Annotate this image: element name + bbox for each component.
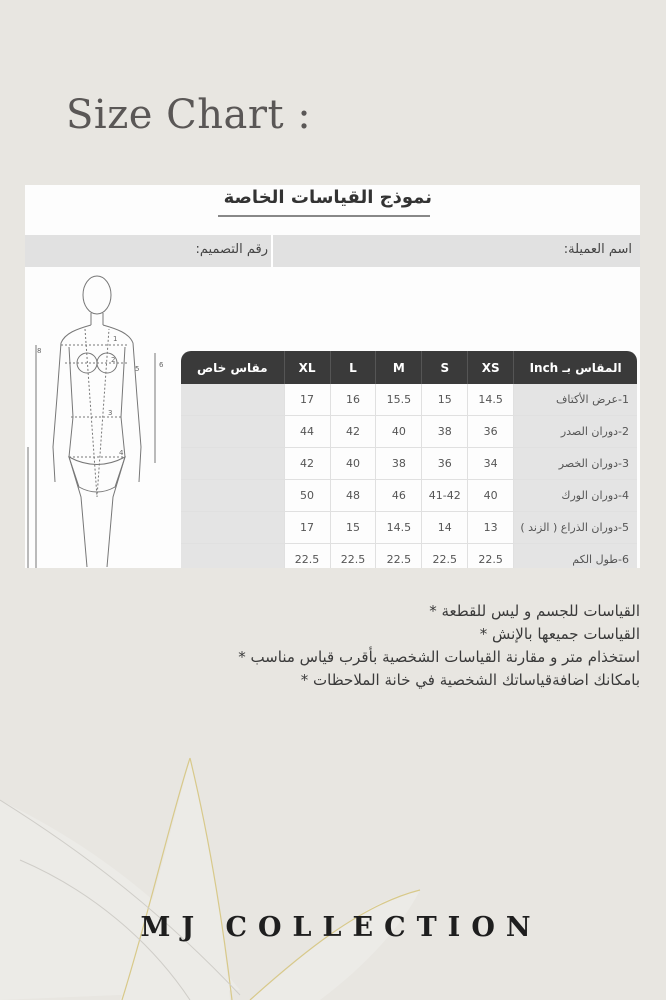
size-cell: 50 [284, 480, 330, 512]
size-cell: 40 [330, 448, 376, 480]
size-cell: 40 [375, 416, 421, 448]
table-row [181, 512, 637, 544]
size-cell: 16 [330, 384, 376, 416]
custom-size-cell [181, 480, 284, 512]
custom-size-cell [181, 448, 284, 480]
size-header-s: S [421, 351, 467, 384]
note-line: القياسات جميعها بالإنش * [479, 625, 640, 643]
row-label: 3-دوران الخصر [513, 448, 637, 480]
table-row [181, 384, 637, 416]
measurement-form-image [25, 185, 640, 568]
size-header-l: L [330, 351, 376, 384]
size-cell: 17 [284, 512, 330, 544]
size-cell: 36 [467, 416, 513, 448]
size-cell: 48 [330, 480, 376, 512]
size-cell: 15 [330, 512, 376, 544]
size-cell: 14 [421, 512, 467, 544]
figure-marker-8: 8 [37, 347, 42, 355]
row-label: 2-دوران الصدر [513, 416, 637, 448]
table-row [181, 448, 637, 480]
size-cell: 40 [467, 480, 513, 512]
note-line: القياسات للجسم و ليس للقطعة * [429, 602, 640, 620]
size-header-xl: XL [284, 351, 330, 384]
custom-size-cell [181, 544, 284, 568]
size-cell: 34 [467, 448, 513, 480]
form-title: نموذج القياسات الخاصة [223, 187, 432, 208]
size-cell: 14.5 [467, 384, 513, 416]
custom-size-cell [181, 416, 284, 448]
custom-size-cell [181, 384, 284, 416]
size-cell: 42 [330, 416, 376, 448]
size-cell: 14.5 [375, 512, 421, 544]
figure-neck [91, 313, 103, 325]
figure-marker-1: 1 [113, 335, 118, 343]
size-cell: 17 [284, 384, 330, 416]
body-figure-illustration [25, 267, 185, 568]
size-cell: 38 [375, 448, 421, 480]
size-header-m: M [375, 351, 421, 384]
figure-marker-3: 3 [108, 409, 113, 417]
size-cell: 22.5 [421, 544, 467, 568]
row-label: 1-عرض الأكتاف [513, 384, 637, 416]
table-row [181, 480, 637, 512]
size-cell: 44 [284, 416, 330, 448]
customer-info-bar [25, 235, 640, 267]
custom-size-cell [181, 512, 284, 544]
table-header-row [181, 351, 637, 384]
client-name-label: اسم العميلة: [563, 242, 632, 257]
size-header-xs: XS [467, 351, 513, 384]
figure-head [83, 276, 111, 314]
size-cell: 22.5 [284, 544, 330, 568]
custom-size-header: مقاس خاص [181, 351, 284, 384]
row-label: 4-دوران الورك [513, 480, 637, 512]
size-cell: 13 [467, 512, 513, 544]
measurement-header: المقاس بـ Inch [513, 351, 637, 384]
form-title-underline [218, 215, 430, 217]
size-cell: 22.5 [330, 544, 376, 568]
row-label: 6-طول الكم [513, 544, 637, 568]
size-notes [40, 600, 640, 692]
decorative-leaf-graphic [0, 740, 460, 1000]
table-row [181, 544, 637, 568]
size-cell: 22.5 [375, 544, 421, 568]
row-label: 5-دوران الذراع ( الزند ) [513, 512, 637, 544]
size-chart-table [181, 351, 637, 568]
page-title: Size Chart : [66, 92, 312, 138]
note-line: بامكانك اضافةقياساتك الشخصية في خانة الملاحظات * [300, 671, 640, 689]
figure-marker-2: 2 [111, 356, 116, 364]
size-cell: 15.5 [375, 384, 421, 416]
table-row [181, 416, 637, 448]
figure-marker-6: 6 [159, 361, 164, 369]
size-cell: 42 [284, 448, 330, 480]
size-cell: 36 [421, 448, 467, 480]
size-cell: 38 [421, 416, 467, 448]
figure-hip [69, 457, 125, 492]
size-cell: 15 [421, 384, 467, 416]
figure-marker-5: 5 [135, 365, 140, 373]
figure-marker-4: 4 [119, 449, 124, 457]
size-cell: 41-42 [421, 480, 467, 512]
design-number-label: رقم التصميم: [195, 242, 268, 257]
info-bar-divider [271, 235, 273, 267]
note-line: استخذام متر و مقارنة القياسات الشخصية بأقرب قياس مناسب * [238, 648, 640, 666]
size-cell: 46 [375, 480, 421, 512]
size-cell: 22.5 [467, 544, 513, 568]
brand-name: MJ COLLECTION [140, 912, 542, 943]
